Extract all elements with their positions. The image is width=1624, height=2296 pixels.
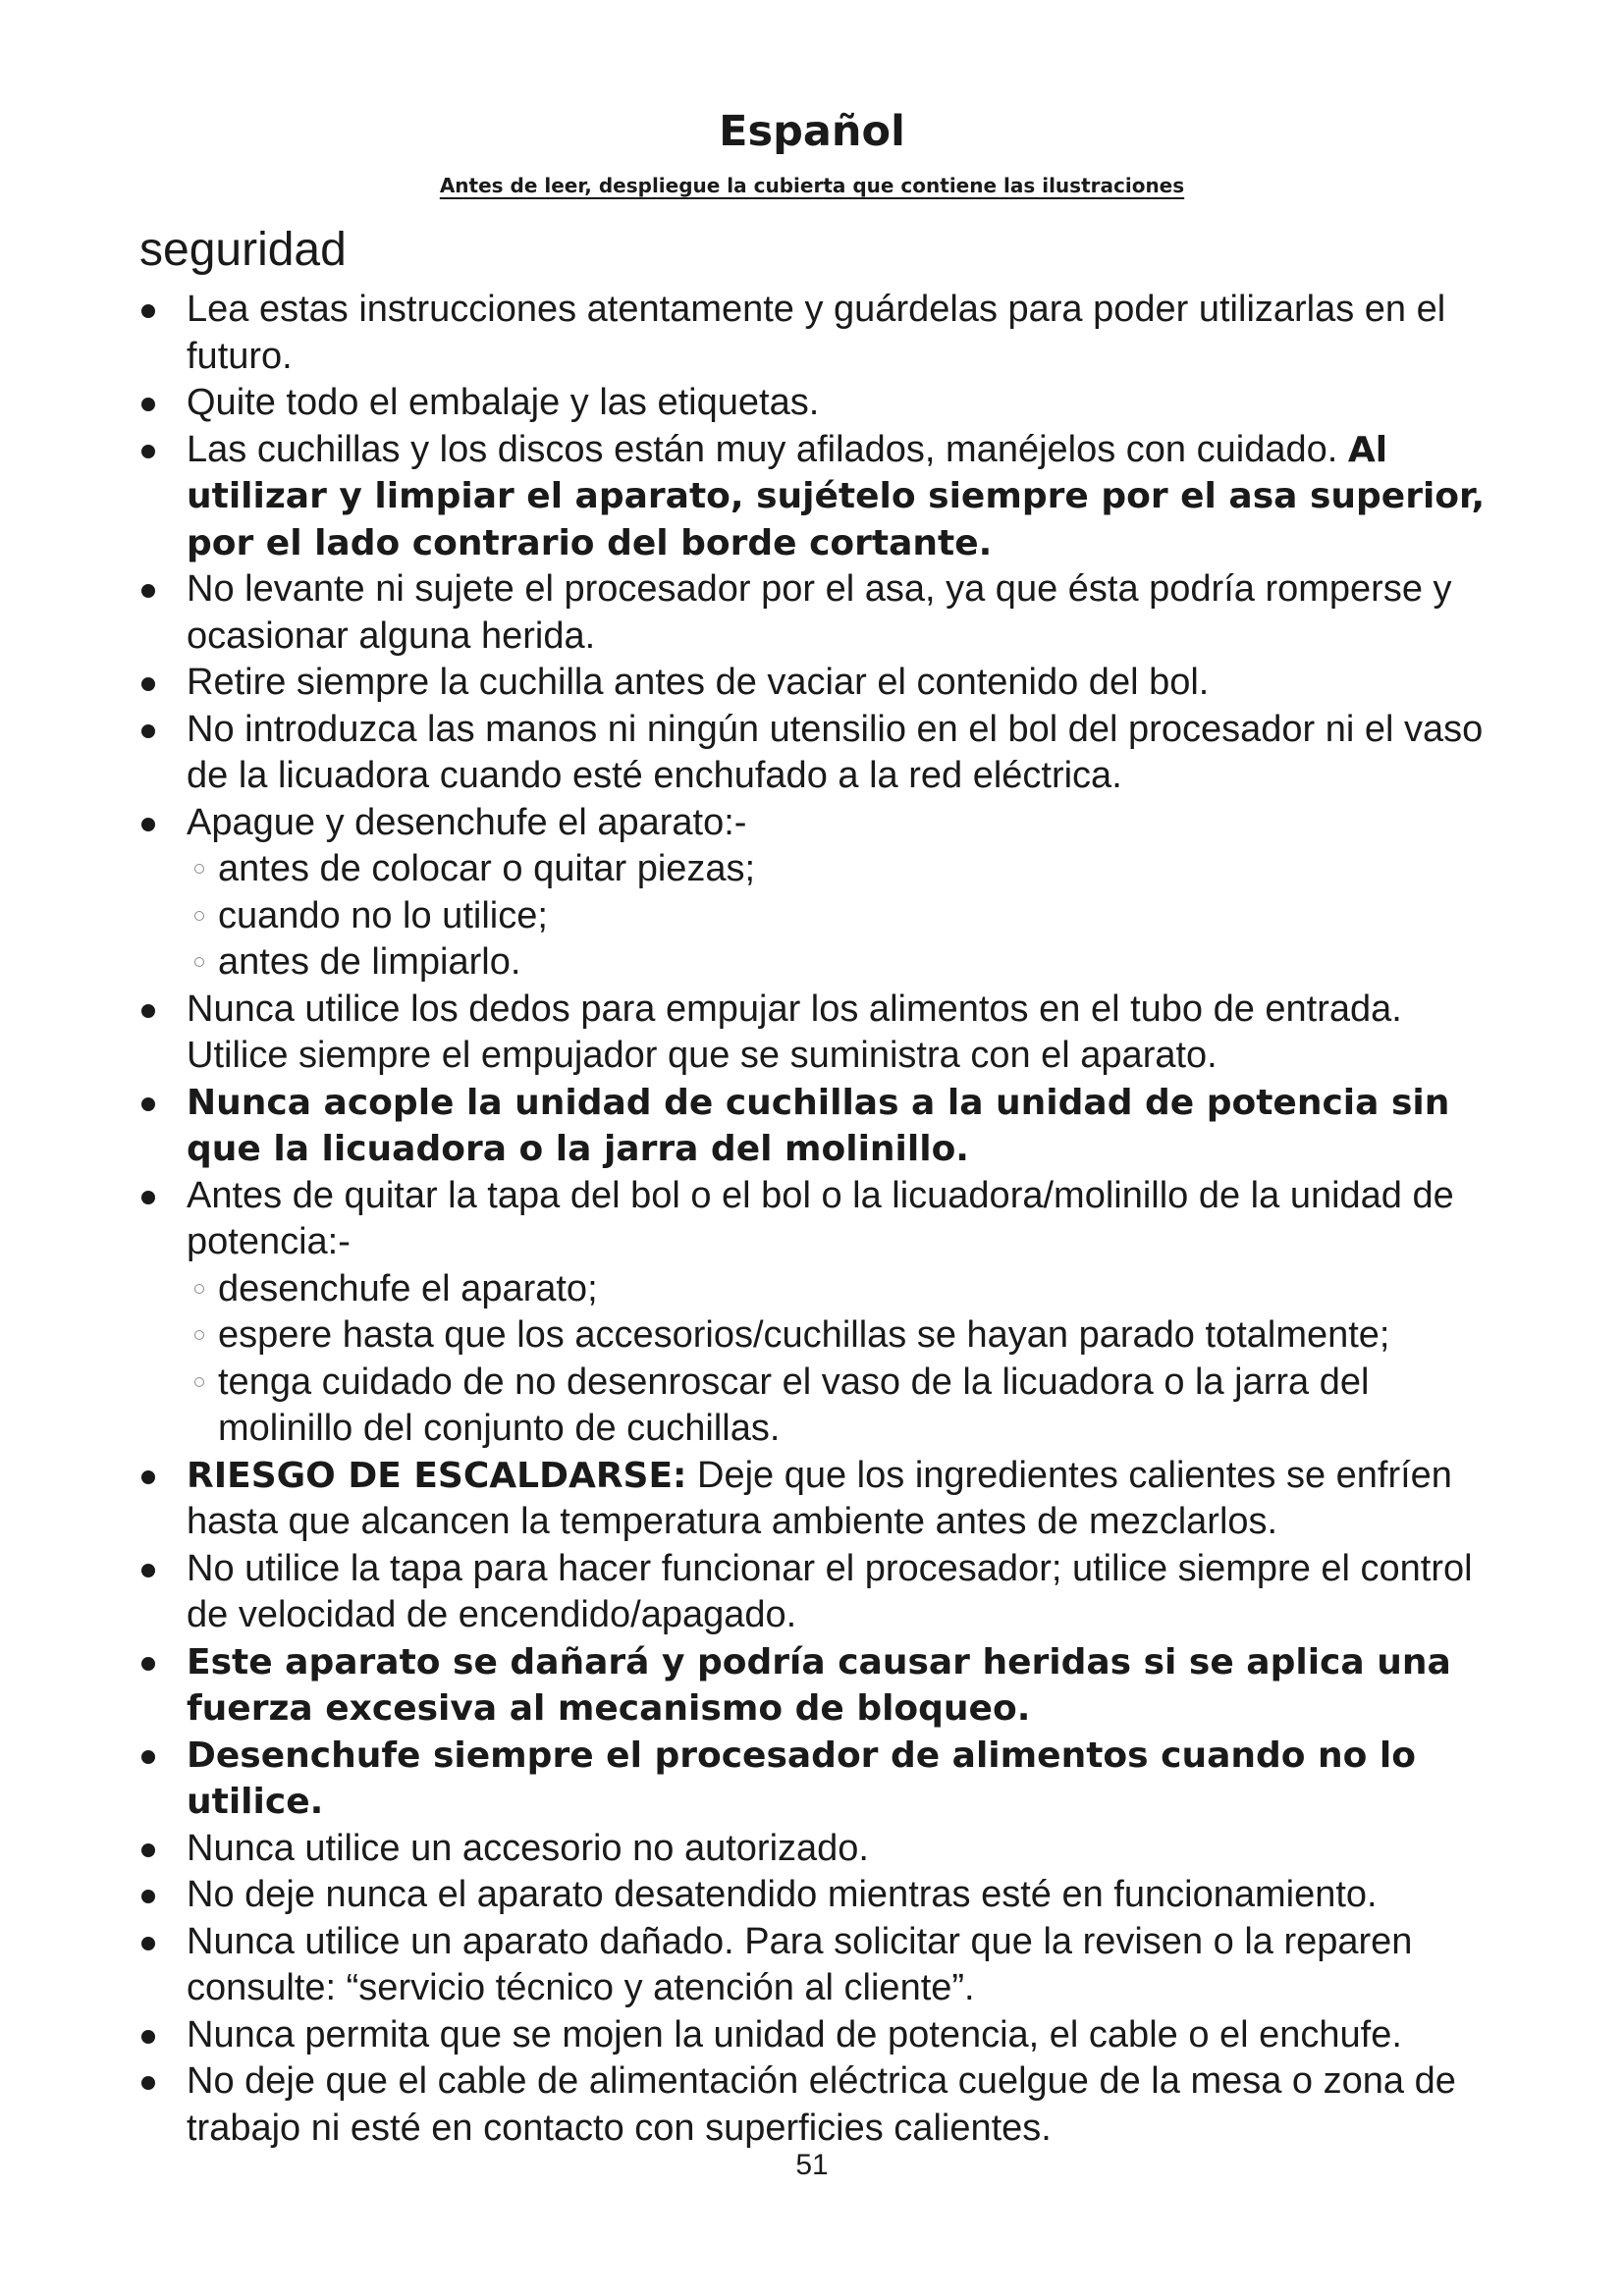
item-text: Las cuchillas y los discos están muy afilados, manéjelos con cuidado. (187, 428, 1348, 470)
bullet-icon (141, 2076, 155, 2090)
list-item (139, 566, 1494, 660)
item-bold-text: Al utilizar y limpiar el aparato, sujételo siempre por el asa superior, por el lado contrario del borde cortante. (187, 429, 1486, 563)
item-text: No deje que el cable de alimentación eléctrica cuelgue de la mesa o zona de trabajo ni esté en contacto con superficies calientes. (187, 2060, 1456, 2149)
list-item (139, 1872, 1494, 1919)
sub-item-text: antes de limpiarlo. (218, 941, 521, 983)
list-item (139, 2058, 1494, 2152)
list-item (139, 1919, 1494, 2012)
sub-item (187, 939, 1494, 987)
list-item (139, 707, 1494, 800)
item-text: Retire siempre la cuchilla antes de vaciar el contenido del bol. (187, 662, 1210, 703)
sub-item-text: antes de colocar o quitar piezas; (218, 848, 756, 889)
sub-item-text: espere hasta que los accesorios/cuchillas se hayan parado totalmente; (218, 1314, 1390, 1356)
safety-list (139, 287, 1494, 2152)
bullet-icon (141, 1564, 155, 1577)
item-text: Lea estas instrucciones atentamente y guárdelas para poder utilizarlas en el futuro. (187, 289, 1446, 377)
list-item (139, 1639, 1494, 1733)
list-item (139, 1173, 1494, 1453)
bullet-icon (141, 304, 155, 318)
bullet-icon (141, 724, 155, 738)
sub-item (187, 846, 1494, 893)
bullet-icon (141, 1097, 155, 1111)
ring-bullet-icon (194, 1330, 204, 1340)
page-number: 51 (795, 2149, 829, 2181)
list-item (139, 2012, 1494, 2059)
ring-bullet-icon (194, 957, 204, 967)
sub-item (187, 1266, 1494, 1313)
bullet-icon (141, 818, 155, 831)
list-item (139, 1546, 1494, 1639)
list-item (139, 427, 1494, 567)
item-text: No utilice la tapa para hacer funcionar el procesador; utilice siempre el control de velocidad de encendido/apagado. (187, 1547, 1473, 1635)
item-bold-text: Desenchufe siempre el procesador de alimentos cuando no lo utilice. (187, 1735, 1417, 1822)
item-text: Apague y desenchufe el aparato:- (187, 801, 747, 843)
sub-item (187, 1312, 1494, 1360)
bullet-icon (141, 1004, 155, 1018)
list-item (139, 1733, 1494, 1826)
bullet-icon (141, 445, 155, 458)
bullet-icon (141, 2030, 155, 2044)
ring-bullet-icon (194, 1377, 204, 1387)
bullet-icon (141, 1750, 155, 1764)
subtitle-text: Antes de leer, despliegue la cubierta que contiene las ilustraciones (439, 174, 1185, 197)
sub-item-text: desenchufe el aparato; (218, 1267, 598, 1309)
list-item (139, 1080, 1494, 1173)
bullet-icon (141, 677, 155, 691)
sub-item (187, 1360, 1494, 1453)
list-item (139, 987, 1494, 1080)
sub-item-text: cuando no lo utilice; (218, 894, 548, 936)
sub-item-text: tenga cuidado de no desenroscar el vaso de la licuadora o la jarra del molinillo del conjunto de cuchillas. (218, 1361, 1370, 1449)
list-item (139, 1453, 1494, 1546)
bullet-icon (141, 1843, 155, 1857)
item-text: No levante ni sujete el procesador por el asa, ya que ésta podría romperse y ocasionar alguna herida. (187, 568, 1452, 657)
bullet-icon (141, 1890, 155, 1903)
bullet-icon (141, 398, 155, 411)
bullet-icon (141, 1191, 155, 1204)
ring-bullet-icon (194, 864, 204, 874)
item-text: Deje que los ingredientes calientes se enfríen hasta que alcancen la temperatura ambiente antes de mezclarlos. (187, 1454, 1452, 1542)
item-text: Antes de quitar la tapa del bol o el bol o la licuadora/molinillo de la unidad de potencia:- (187, 1174, 1454, 1262)
list-item (139, 380, 1494, 427)
ring-bullet-icon (194, 1284, 204, 1294)
list-item (139, 287, 1494, 380)
item-text: No deje nunca el aparato desatendido mientras esté en funcionamiento. (187, 1874, 1378, 1915)
page-subtitle (0, 173, 1624, 198)
bullet-icon (141, 1937, 155, 1950)
list-item (139, 800, 1494, 987)
item-text: Nunca permita que se mojen la unidad de potencia, el cable o el enchufe. (187, 2013, 1402, 2056)
list-item (139, 1826, 1494, 1873)
item-text: Quite todo el embalaje y las etiquetas. (187, 382, 820, 423)
item-bold-text: RIESGO DE ESCALDARSE: (187, 1455, 687, 1496)
item-bold-text: Nunca acople la unidad de cuchillas a la unidad de potencia sin que la licuadora o la jarra del molinillo. (187, 1082, 1450, 1169)
bullet-icon (141, 1657, 155, 1671)
item-text: Nunca utilice un accesorio no autorizado. (187, 1827, 869, 1869)
page-title: Español (719, 107, 905, 156)
item-text: Nunca utilice los dedos para empujar los alimentos en el tubo de entrada. Utilice siempre el empujador que se suministra con el aparato. (187, 988, 1402, 1076)
item-text: Nunca utilice un aparato dañado. Para solicitar que la revisen o la reparen consulte: “servicio técnico y atención al cliente”. (187, 1920, 1413, 2008)
bullet-icon (141, 1470, 155, 1484)
item-text: No introduzca las manos ni ningún utensilio en el bol del procesador ni el vaso de la licuadora cuando esté enchufado a la red eléctrica. (187, 708, 1484, 796)
list-item (139, 660, 1494, 707)
ring-bullet-icon (194, 911, 204, 921)
item-bold-text: Este aparato se dañará y podría causar heridas si se aplica una fuerza excesiva al mecanismo de bloqueo. (187, 1641, 1451, 1729)
sub-item (187, 893, 1494, 940)
section-title: seguridad (139, 224, 347, 276)
bullet-icon (141, 584, 155, 598)
